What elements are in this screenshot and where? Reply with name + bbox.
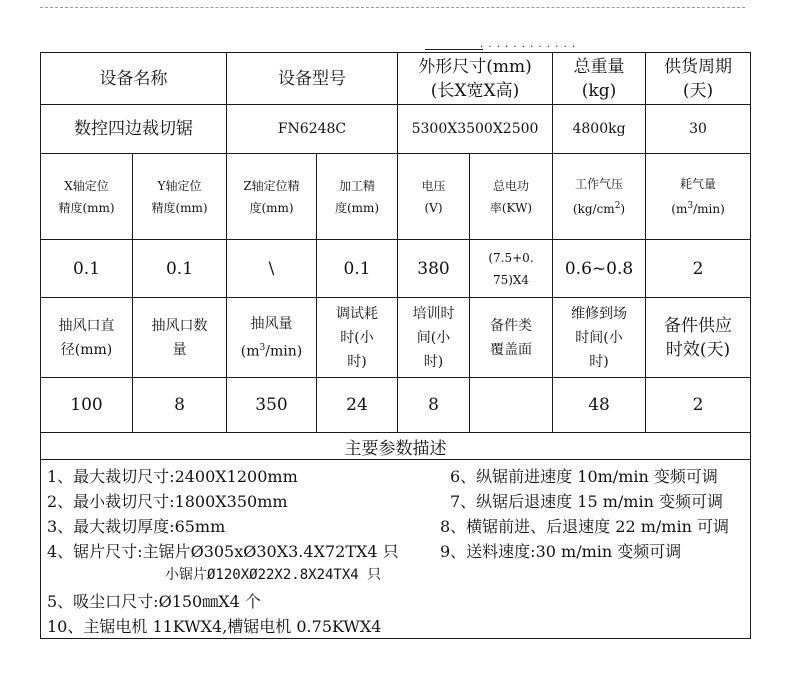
spare-parts-coverage [470, 378, 553, 433]
debug-time: 24 [317, 378, 398, 433]
service-value-row [41, 378, 751, 433]
training-time: 8 [398, 378, 470, 433]
desc-line-7: 10、主锯电机 11KWX4,槽锯电机 0.75KWX4 [47, 617, 382, 636]
total-power-header: 总电功 率(KW) [470, 154, 553, 240]
y-axis-precision-header: Y轴定位 精度(mm) [133, 154, 227, 240]
description-body [41, 460, 751, 639]
top-dashed-rule [40, 7, 745, 8]
exhaust-volume: 350 [227, 378, 317, 433]
spare-supply-time-header: 备件供应 时效(天) [646, 298, 751, 378]
repair-arrival-time: 48 [553, 378, 646, 433]
spec-table [40, 52, 751, 639]
machining-precision: 0.1 [317, 240, 398, 298]
delivery-period-header: 供货周期 (天) [646, 53, 751, 105]
precision-header-row [41, 154, 751, 240]
desc-line-4: 4、锯片尺寸:主锯片Ø305xØ30X3.4X72TX4 只 9、送料速度:30 m/min 变频可调 [47, 542, 682, 561]
device-model-header: 设备型号 [227, 53, 398, 105]
total-power: (7.5+0. 75)X4 [470, 240, 553, 298]
device-row [41, 105, 751, 154]
device-name: 数控四边裁切锯 [41, 105, 227, 154]
desc-line-3: 3、最大裁切厚度:65mm 8、横锯前进、后退速度 22 m/min 可调 [47, 517, 729, 536]
x-axis-precision: 0.1 [41, 240, 133, 298]
header-row [41, 53, 751, 105]
service-header-row [41, 298, 751, 378]
desc-line-2: 2、最小裁切尺寸:1800X350mm 7、纵锯后退速度 15 m/min 变频可调 [47, 492, 723, 511]
duct-count-header: 抽风口数 量 [133, 298, 227, 378]
weight-header: 总重量 (kg) [553, 53, 646, 105]
delivery-period: 30 [646, 105, 751, 154]
working-pressure-header: 工作气压 $(kg/cm^2)$ [553, 154, 646, 240]
duct-diameter: 100 [41, 378, 133, 433]
desc-line-5: 小锯片Ø120XØ22X2.8X24TX4 只 [165, 567, 382, 583]
exhaust-volume-header: 抽风量 $(m^3/\min)$ [227, 298, 317, 378]
air-consumption: 2 [646, 240, 751, 298]
voltage: 380 [398, 240, 470, 298]
desc-line-6: 5、吸尘口尺寸:Ø150㎜X4 个 [47, 592, 261, 611]
description-body-row [41, 460, 751, 639]
spare-parts-coverage-header: 备件类 覆盖面 [470, 298, 553, 378]
precision-value-row [41, 240, 751, 298]
description-title-row [41, 433, 751, 460]
y-axis-precision: 0.1 [133, 240, 227, 298]
description-title: 主要参数描述 [41, 433, 751, 460]
device-model: FN6248C [227, 105, 398, 154]
debug-time-header: 调试耗 时(小 时) [317, 298, 398, 378]
repair-arrival-time-header: 维修到场 时间(小 时) [553, 298, 646, 378]
cropped-text-fragment: · · · · · · · · · · · · [425, 41, 615, 51]
device-name-header: 设备名称 [41, 53, 227, 105]
duct-diameter-header: 抽风口直 径(mm) [41, 298, 133, 378]
spare-supply-time: 2 [646, 378, 751, 433]
desc-line-1: 1、最大裁切尺寸:2400X1200mm 6、纵锯前进速度 10m/min 变频可调 [47, 467, 718, 486]
z-axis-precision: \ [227, 240, 317, 298]
z-axis-precision-header: Z轴定位精 度(mm) [227, 154, 317, 240]
x-axis-precision-header: X轴定位 精度(mm) [41, 154, 133, 240]
weight: 4800kg [553, 105, 646, 154]
voltage-header: 电压 (V) [398, 154, 470, 240]
air-consumption-header: 耗气量 $(m^3/\min)$ [646, 154, 751, 240]
dimensions: 5300X3500X2500 [398, 105, 553, 154]
working-pressure: 0.6~0.8 [553, 240, 646, 298]
training-time-header: 培训时 间(小 时) [398, 298, 470, 378]
machining-precision-header: 加工精 度(mm) [317, 154, 398, 240]
dimensions-header: 外形尺寸(mm) (长X宽X高) [398, 53, 553, 105]
duct-count: 8 [133, 378, 227, 433]
